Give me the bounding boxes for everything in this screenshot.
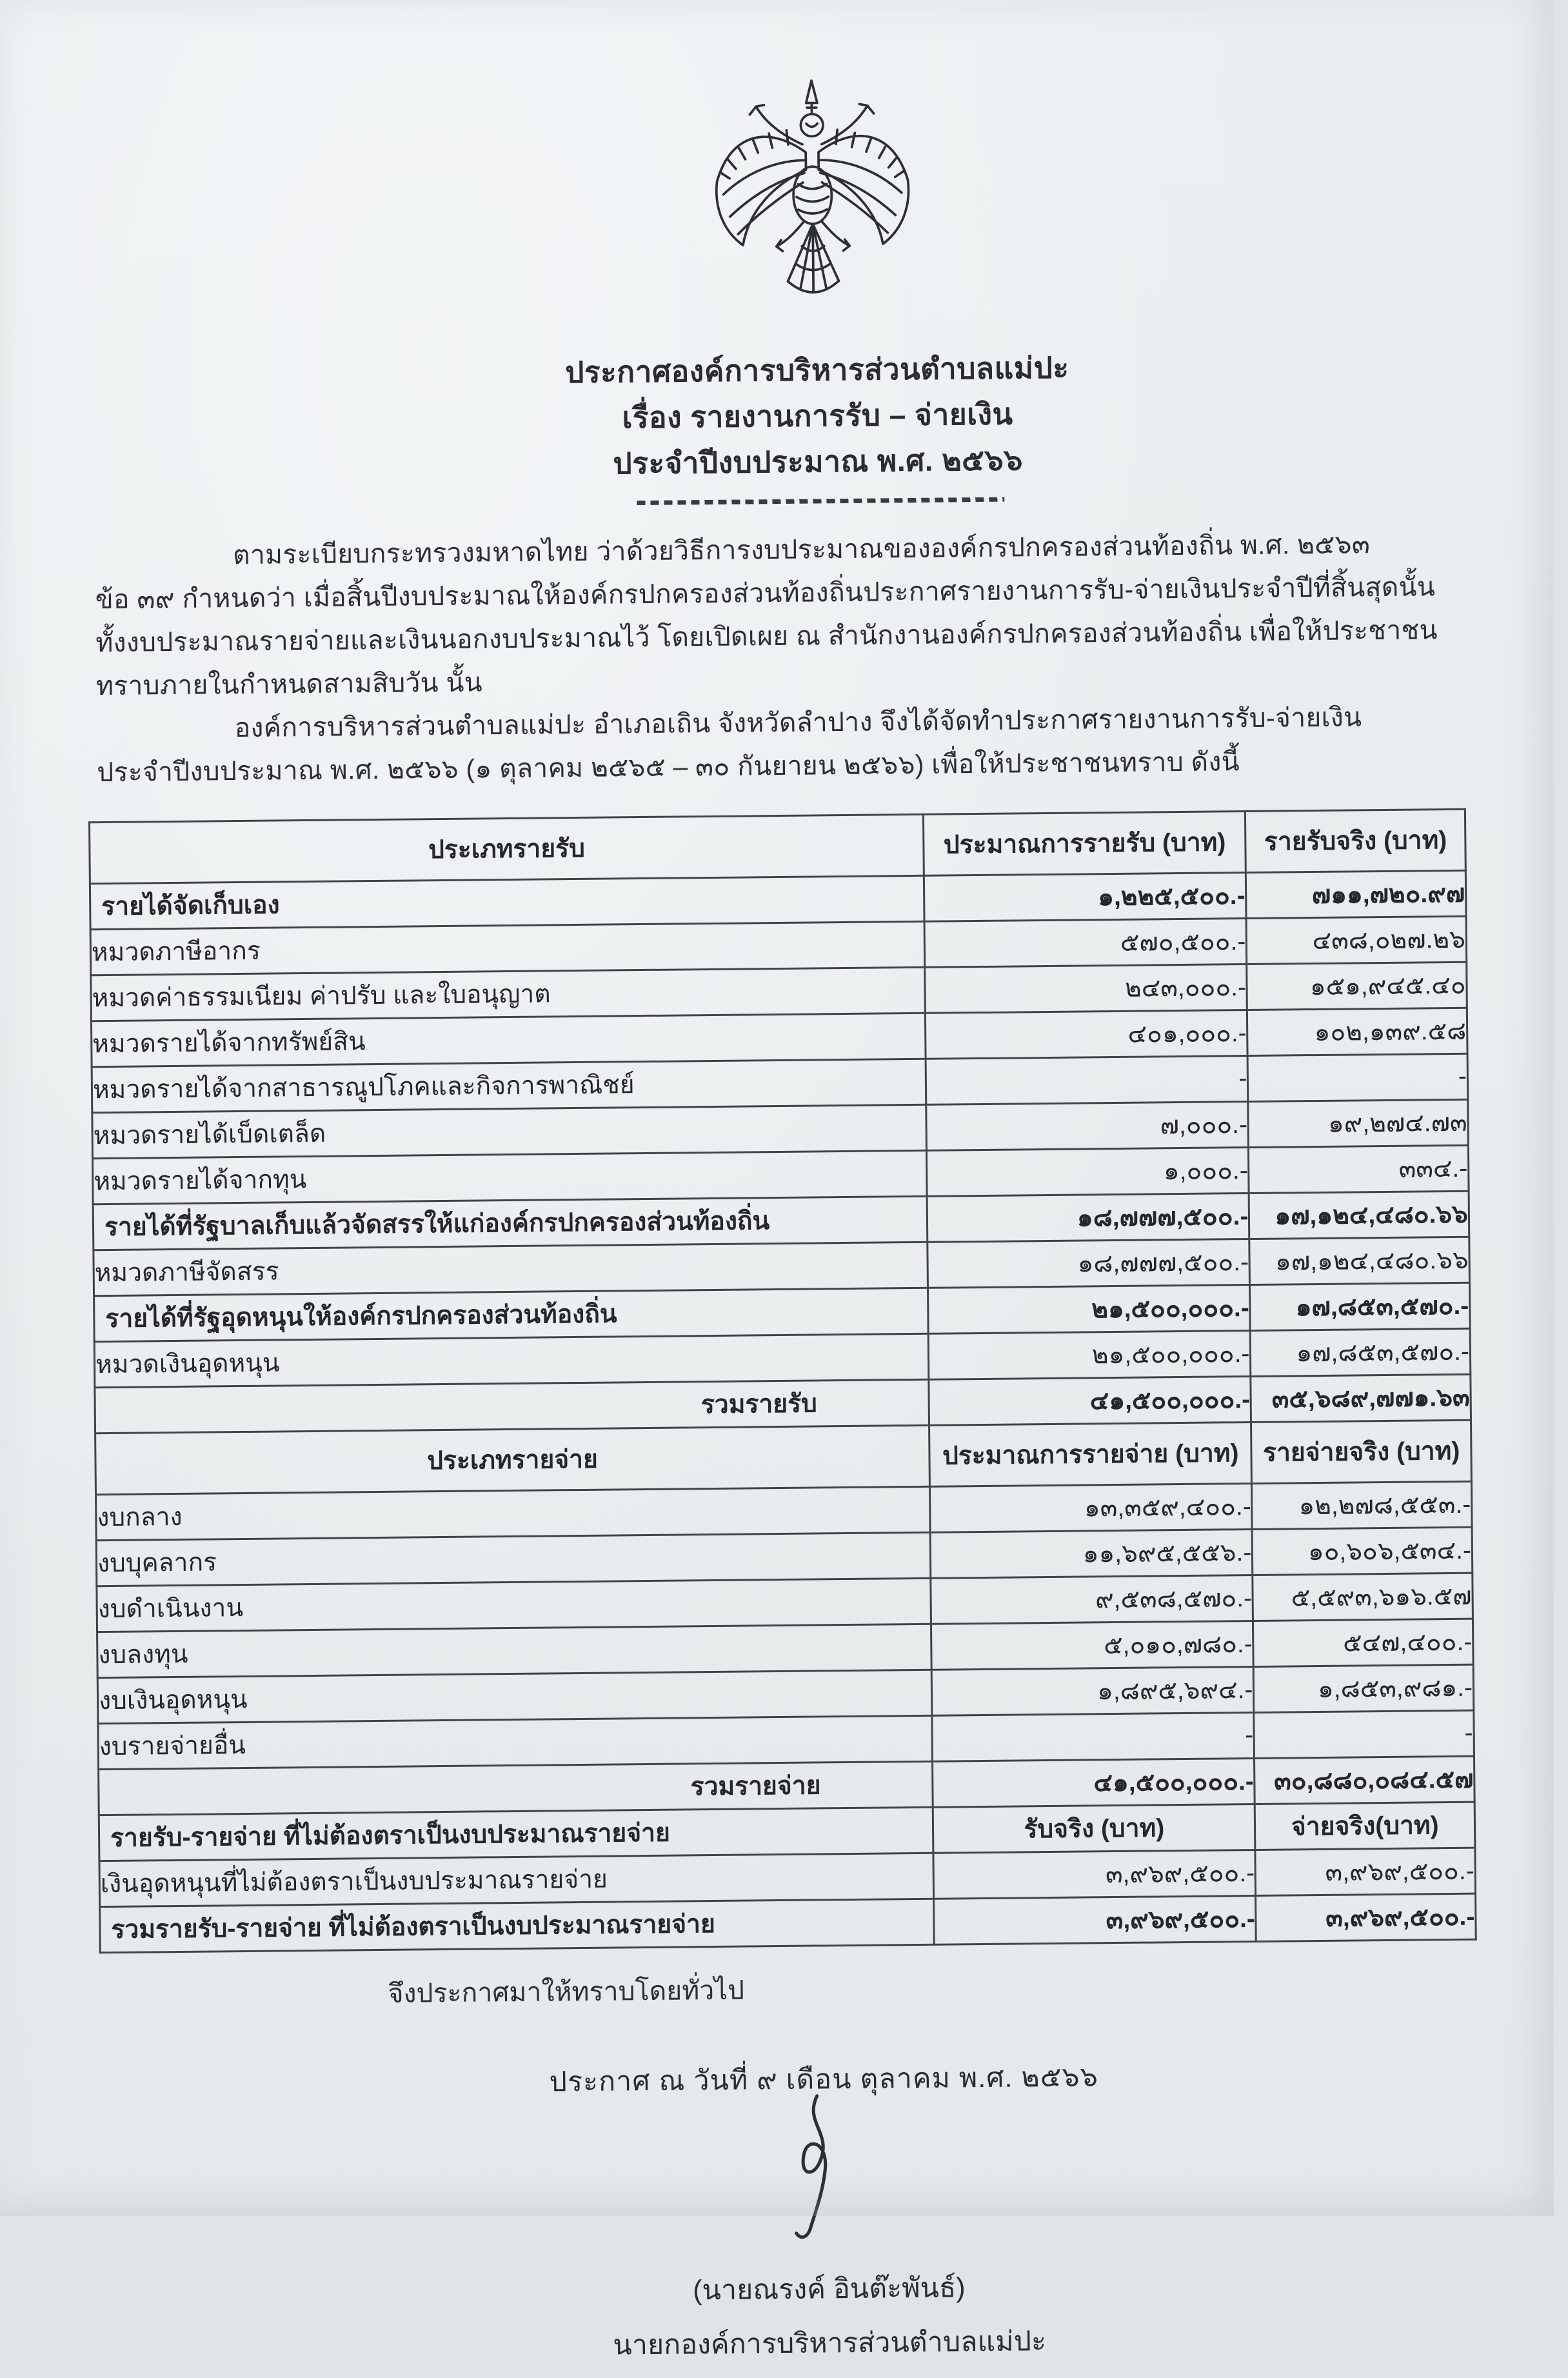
row-label: ประเภทรายจ่าย: [95, 1425, 930, 1494]
row-budget-value: ๓,๙๖๙,๕๐๐.-: [934, 1895, 1256, 1944]
row-label: หมวดภาษีจัดสรร: [94, 1242, 928, 1295]
row-budget-value: ๗,๐๐๐.-: [926, 1102, 1249, 1151]
row-label: หมวดรายได้จากสาธารณูปโภคและกิจการพาณิชย์: [92, 1059, 926, 1112]
row-label: หมวดรายได้เบ็ดเตล็ด: [92, 1104, 927, 1158]
paragraph1-line2: ข้อ ๓๙ กำหนดว่า เมื่อสิ้นปีงบประมาณให้องค์กรปกครองส่วนท้องถิ่นประกาศรายงานการรับ-จ่ายเงินประจำปีที่สิ้นสุดนั้น: [95, 572, 1436, 615]
row-actual-value: ๑๗,๑๒๔,๔๘๐.๖๖: [1249, 1191, 1469, 1239]
paragraph1-line3: ทั้งงบประมาณรายจ่ายและเงินนอกงบประมาณไว้ โดยเปิดเผย ณ สำนักงานองค์กรปกครองส่วนท้องถิ่น เพื่อให้ประชาชน: [95, 615, 1438, 658]
row-label: หมวดเงินอุดหนุน: [94, 1334, 929, 1387]
row-budget-value: ๑๘,๗๗๗,๕๐๐.-: [927, 1193, 1249, 1242]
row-label: เงินอุดหนุนที่ไม่ต้องตราเป็นงบประมาณรายจ่าย: [99, 1853, 934, 1906]
row-budget-value: ประมาณการรายรับ (บาท): [924, 812, 1246, 876]
garuda-emblem-icon: [691, 75, 933, 332]
row-budget-value: ๔๐๑,๐๐๐.-: [926, 1010, 1248, 1059]
row-label: งบลงทุน: [97, 1624, 932, 1677]
row-budget-value: ๓,๙๖๙,๕๐๐.-: [933, 1850, 1256, 1899]
row-actual-value: ๓๓๔.-: [1249, 1145, 1469, 1193]
signer-block: [14, 2255, 1568, 2378]
announcement-date-text: ประกาศ ณ วันที่ ๙ เดือน ตุลาคม พ.ศ. ๒๕๖๖: [549, 2061, 1099, 2098]
row-budget-value: -: [932, 1712, 1255, 1761]
paragraph2-line1: องค์การบริหารส่วนตำบลแม่ปะ อำเภอเถิน จังหวัดลำปาง จึงได้จัดทำประกาศรายงานการรับ-จ่ายเงิน: [234, 702, 1362, 743]
row-label: หมวดรายได้จากทุน: [92, 1150, 927, 1204]
paragraph2-line2: ประจำปีงบประมาณ พ.ศ. ๒๕๖๖ (๑ ตุลาคม ๒๕๖๕ – ๓๐ กันยายน ๒๕๖๖) เพื่อให้ประชาชนทราบ ดังนี้: [97, 746, 1240, 788]
row-budget-value: ๑๑,๖๙๕,๕๕๖.-: [930, 1529, 1253, 1578]
paragraph1-line4: ทราบภายในกำหนดสามสิบวัน นั้น: [95, 667, 483, 701]
row-budget-value: ๒๑,๕๐๐,๐๐๐.-: [928, 1330, 1251, 1379]
row-actual-value: จ่ายจริง(บาท): [1255, 1802, 1475, 1850]
row-budget-value: ๑,๘๙๕,๖๙๔.-: [931, 1666, 1254, 1715]
row-budget-value: รับจริง (บาท): [933, 1804, 1255, 1853]
row-actual-value: ๓,๙๖๙,๕๐๐.-: [1255, 1848, 1475, 1895]
row-budget-value: ประมาณการรายจ่าย (บาท): [929, 1422, 1252, 1486]
document-title-block: [0, 340, 1550, 492]
paragraph1-line1: ตามระเบียบกระทรวงมหาดไทย ว่าด้วยวิธีการงบประมาณขององค์กรปกครองส่วนท้องถิ่น พ.ศ. ๒๕๖๓: [232, 529, 1371, 570]
row-actual-value: ๑๕๑,๙๔๕.๔๐: [1247, 962, 1467, 1010]
row-label: ประเภทรายรับ: [89, 814, 924, 883]
row-actual-value: ๓๕,๖๘๙,๗๗๑.๖๓: [1251, 1374, 1471, 1422]
row-actual-value: ๕๔๗,๔๐๐.-: [1253, 1619, 1473, 1666]
signature-area: [12, 2093, 1567, 2270]
row-actual-value: ๓๐,๘๘๐,๐๘๔.๕๗: [1255, 1756, 1474, 1804]
row-budget-value: ๒๑,๕๐๐,๐๐๐.-: [928, 1284, 1251, 1334]
row-actual-value: ๑๒,๒๗๘,๕๕๓.-: [1252, 1481, 1472, 1529]
row-actual-value: -: [1247, 1054, 1467, 1101]
row-actual-value: ๑๙,๒๗๔.๗๓: [1248, 1099, 1468, 1147]
row-label: งบรายจ่ายอื่น: [98, 1715, 933, 1769]
row-budget-value: ๒๔๓,๐๐๐.-: [925, 964, 1247, 1014]
title-line-2: เรื่อง รายงานการรับ – จ่ายเงิน: [622, 397, 1013, 435]
row-actual-value: ๑๗,๑๒๔,๔๘๐.๖๖: [1249, 1237, 1469, 1284]
title-line-3: ประจำปีงบประมาณ พ.ศ. ๒๕๖๖: [613, 443, 1024, 481]
dashed-separator: [637, 497, 1004, 505]
row-actual-value: ๑๗,๘๕๓,๕๗๐.-: [1251, 1328, 1471, 1376]
emblem-container: [0, 0, 1549, 339]
row-actual-value: ๔๓๘,๐๒๗.๒๖: [1246, 916, 1466, 964]
row-actual-value: ๑๐,๖๐๖,๕๓๔.-: [1253, 1527, 1473, 1575]
row-actual-value: ๑๐๒,๑๓๙.๕๘: [1247, 1008, 1467, 1055]
row-budget-value: ๑๘,๗๗๗,๕๐๐.-: [928, 1239, 1250, 1288]
row-label: งบกลาง: [96, 1486, 931, 1540]
row-actual-value: รายรับจริง (บาท): [1245, 809, 1465, 872]
row-budget-value: ๔๑,๕๐๐,๐๐๐.-: [933, 1758, 1255, 1807]
row-actual-value: -: [1254, 1710, 1474, 1758]
row-label: รายได้จัดเก็บเอง: [90, 875, 924, 929]
row-budget-value: ๕๗๐,๕๐๐.-: [924, 919, 1247, 968]
row-label: รายได้ที่รัฐอุดหนุนให้องค์กรปกครองส่วนท้องถิ่น: [94, 1288, 929, 1341]
signature-scribble-icon: [759, 2089, 869, 2252]
row-budget-value: ๑,๐๐๐.-: [927, 1147, 1249, 1196]
row-actual-value: ๓,๙๖๙,๕๐๐.-: [1256, 1893, 1476, 1941]
row-budget-value: -: [926, 1056, 1248, 1105]
signer-title: นายกองค์การบริหารส่วนตำบลแม่ปะ: [613, 2326, 1047, 2361]
title-line-1: ประกาศองค์การบริหารส่วนตำบลแม่ปะ: [564, 350, 1069, 390]
row-label: งบบุคลากร: [96, 1532, 931, 1586]
row-label: งบดำเนินงาน: [97, 1578, 931, 1632]
row-budget-value: ๑๓,๓๕๙,๔๐๐.-: [930, 1483, 1253, 1532]
row-budget-value: ๔๑,๕๐๐,๐๐๐.-: [929, 1376, 1251, 1425]
row-actual-value: ๑,๘๕๓,๙๘๑.-: [1254, 1664, 1474, 1712]
body-text: [95, 522, 1468, 794]
row-actual-value: ๗๑๑,๗๒๐.๙๗: [1246, 870, 1466, 918]
row-budget-value: ๙,๕๓๘,๕๗๐.-: [931, 1575, 1253, 1624]
row-label: รายรับ-รายจ่าย ที่ไม่ต้องตราเป็นงบประมาณรายจ่าย: [99, 1807, 933, 1861]
row-actual-value: ๕,๕๙๓,๖๑๖.๕๗: [1253, 1573, 1473, 1621]
row-budget-value: ๕,๐๑๐,๗๘๐.-: [931, 1621, 1254, 1670]
row-actual-value: รายจ่ายจริง (บาท): [1251, 1420, 1471, 1483]
row-label: งบเงินอุดหนุน: [97, 1670, 932, 1723]
closing-statement: จึงประกาศมาให้ทราบโดยทั่วไป: [388, 1975, 745, 2008]
row-label: รายได้ที่รัฐบาลเก็บแล้วจัดสรรให้แก่องค์กรปกครองส่วนท้องถิ่น: [93, 1196, 928, 1250]
row-label: หมวดภาษีอากร: [90, 921, 925, 975]
row-label: รวมรายจ่าย: [99, 1761, 933, 1815]
row-actual-value: ๑๗,๘๕๓,๕๗๐.-: [1250, 1283, 1470, 1330]
row-label: รวมรายรับ-รายจ่าย ที่ไม่ต้องตราเป็นงบประมาณรายจ่าย: [100, 1899, 935, 1952]
row-label: รวมรายรับ: [95, 1379, 929, 1433]
row-budget-value: ๑,๒๒๕,๕๐๐.-: [924, 873, 1246, 922]
signer-name: (นายณรงค์ อินต๊ะพันธ์): [692, 2272, 966, 2306]
revenue-expenditure-table: [88, 808, 1477, 1953]
row-label: หมวดรายได้จากทรัพย์สิน: [91, 1013, 926, 1066]
row-label: หมวดค่าธรรมเนียม ค่าปรับ และใบอนุญาต: [91, 967, 926, 1021]
